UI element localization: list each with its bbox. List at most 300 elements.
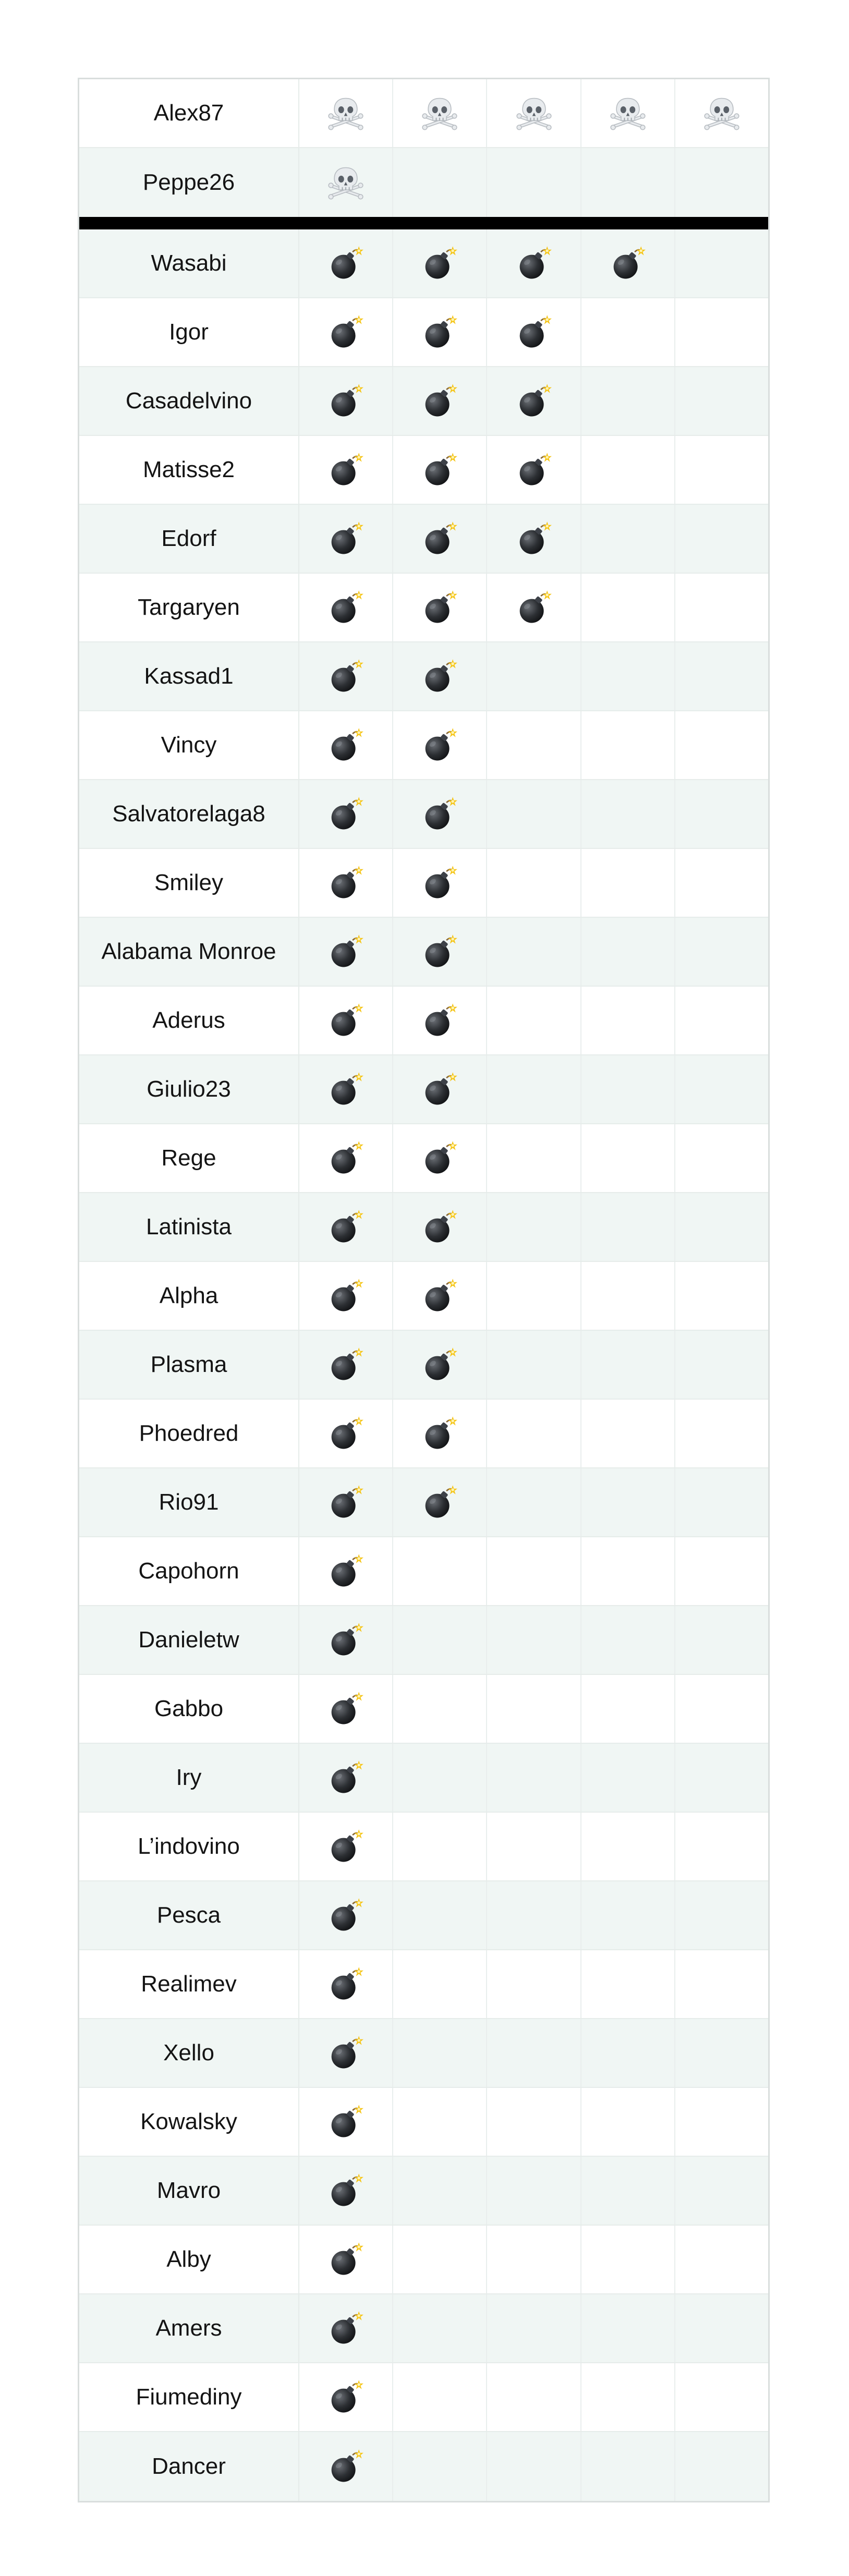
player-name: Targaryen (79, 574, 299, 641)
player-name: Edorf (79, 505, 299, 573)
icon-cell (299, 2432, 393, 2501)
icon-cell (581, 229, 675, 297)
icon-cell (581, 505, 675, 573)
player-row (79, 1537, 768, 1606)
icon-cell (299, 1813, 393, 1880)
player-name: Capohorn (79, 1537, 299, 1605)
bomb-icon (421, 1002, 458, 1039)
icon-cell (487, 298, 581, 366)
icon-cell (393, 2088, 487, 2156)
icon-cell (487, 987, 581, 1054)
player-name: Latinista (79, 1193, 299, 1261)
player-row (79, 1055, 768, 1124)
icon-cell (675, 298, 768, 366)
icon-cell (581, 367, 675, 435)
player-row (79, 1331, 768, 1400)
player-name: Alpha (79, 1262, 299, 1330)
bomb-icon (328, 2310, 364, 2347)
player-row (79, 2088, 768, 2157)
bomb-icon (516, 314, 552, 350)
bomb-icon (328, 245, 364, 282)
icon-cell (393, 1813, 487, 1880)
icon-cell (487, 79, 581, 147)
bomb-icon (516, 452, 552, 488)
player-name: Wasabi (79, 229, 299, 297)
player-name: Gabbo (79, 1675, 299, 1743)
bomb-icon (328, 865, 364, 901)
bomb-icon (421, 383, 458, 419)
icon-cell (581, 1675, 675, 1743)
icon-cell (299, 505, 393, 573)
icon-cell (487, 148, 581, 217)
player-row (79, 505, 768, 574)
icon-cell (487, 849, 581, 917)
icon-cell (581, 849, 675, 917)
icon-cell (675, 1813, 768, 1880)
bomb-icon (328, 2379, 364, 2415)
player-row (79, 849, 768, 918)
icon-cell (581, 711, 675, 779)
icon-cell (487, 1468, 581, 1536)
icon-cell (393, 918, 487, 986)
icon-cell (299, 1124, 393, 1192)
icon-cell (675, 148, 768, 217)
icon-cell (581, 1606, 675, 1674)
player-row (79, 2363, 768, 2432)
icon-cell (487, 1537, 581, 1605)
player-row (79, 1881, 768, 1950)
icon-cell (581, 2294, 675, 2362)
icon-cell (675, 711, 768, 779)
bomb-icon (328, 1897, 364, 1934)
icon-cell (675, 574, 768, 641)
icon-cell (581, 1124, 675, 1192)
icon-cell (581, 2226, 675, 2293)
player-row (79, 1193, 768, 1262)
icon-cell (299, 1537, 393, 1605)
player-row (79, 148, 768, 217)
icon-cell (487, 2088, 581, 2156)
icon-cell (581, 2088, 675, 2156)
icon-cell (581, 2363, 675, 2431)
icon-cell (299, 2294, 393, 2362)
bomb-icon (421, 1278, 458, 1314)
player-name: Danieletw (79, 1606, 299, 1674)
icon-cell (299, 849, 393, 917)
bomb-icon (328, 796, 364, 832)
bomb-icon (328, 1346, 364, 1383)
player-row (79, 1124, 768, 1193)
player-row (79, 2226, 768, 2294)
icon-cell (299, 1744, 393, 1812)
icon-cell (675, 1193, 768, 1261)
bomb-icon (516, 383, 552, 419)
top-section (79, 79, 768, 217)
icon-cell (675, 2019, 768, 2087)
bomb-icon (328, 383, 364, 419)
icon-cell (487, 1950, 581, 2018)
icon-cell (581, 1537, 675, 1605)
bomb-icon (516, 245, 552, 282)
icon-cell (299, 1675, 393, 1743)
icon-cell (393, 2019, 487, 2087)
player-name: Dancer (79, 2432, 299, 2501)
icon-cell (299, 711, 393, 779)
bomb-icon (421, 520, 458, 557)
icon-cell (487, 1675, 581, 1743)
icon-cell (581, 298, 675, 366)
icon-cell (393, 1055, 487, 1123)
player-name: Mavro (79, 2157, 299, 2225)
player-name: Rege (79, 1124, 299, 1192)
icon-cell (487, 1193, 581, 1261)
bomb-icon (421, 727, 458, 763)
icon-cell (581, 918, 675, 986)
icon-cell (675, 1124, 768, 1192)
icon-cell (393, 436, 487, 504)
icon-cell (675, 918, 768, 986)
player-name: Alby (79, 2226, 299, 2293)
section-separator (79, 217, 768, 229)
icon-cell (393, 1124, 487, 1192)
bomb-icon (421, 314, 458, 350)
player-name: Rio91 (79, 1468, 299, 1536)
player-name: Kowalsky (79, 2088, 299, 2156)
bomb-icon (328, 452, 364, 488)
icon-cell (487, 574, 581, 641)
icon-cell (487, 1881, 581, 1949)
skull-and-crossbones-icon (516, 95, 552, 131)
bomb-icon (421, 933, 458, 970)
icon-cell (675, 987, 768, 1054)
bomb-icon (421, 452, 458, 488)
player-row (79, 79, 768, 148)
icon-cell (487, 642, 581, 710)
bomb-icon (328, 520, 364, 557)
icon-cell (675, 367, 768, 435)
icon-cell (299, 2019, 393, 2087)
icon-cell (393, 1744, 487, 1812)
skull-and-crossbones-icon (421, 95, 458, 131)
icon-cell (581, 1468, 675, 1536)
icon-cell (393, 574, 487, 641)
player-name: Alabama Monroe (79, 918, 299, 986)
icon-cell (675, 1537, 768, 1605)
player-name: Giulio23 (79, 1055, 299, 1123)
player-row (79, 1950, 768, 2019)
icon-cell (393, 1537, 487, 1605)
icon-cell (487, 1813, 581, 1880)
player-row (79, 1468, 768, 1537)
bomb-icon (421, 1140, 458, 1176)
icon-cell (393, 2294, 487, 2362)
icon-cell (393, 849, 487, 917)
icon-cell (675, 1675, 768, 1743)
icon-cell (581, 1331, 675, 1399)
player-row (79, 2432, 768, 2501)
player-row (79, 780, 768, 849)
player-row (79, 229, 768, 298)
player-name: Iry (79, 1744, 299, 1812)
icon-cell (675, 436, 768, 504)
player-name: Smiley (79, 849, 299, 917)
skull-and-crossbones-icon (704, 95, 740, 131)
icon-cell (487, 1331, 581, 1399)
bomb-icon (328, 1553, 364, 1589)
icon-cell (393, 1881, 487, 1949)
bomb-icon (328, 1484, 364, 1521)
bomb-icon (328, 314, 364, 350)
player-name: Realimev (79, 1950, 299, 2018)
player-name: Casadelvino (79, 367, 299, 435)
player-row (79, 436, 768, 505)
icon-cell (487, 1606, 581, 1674)
bomb-icon (328, 1622, 364, 1658)
icon-cell (299, 1881, 393, 1949)
icon-cell (393, 711, 487, 779)
icon-cell (675, 229, 768, 297)
player-name: Pesca (79, 1881, 299, 1949)
bomb-icon (328, 1140, 364, 1176)
bomb-icon (328, 1071, 364, 1108)
player-name: Xello (79, 2019, 299, 2087)
icon-cell (393, 1262, 487, 1330)
bomb-icon (421, 1484, 458, 1521)
player-row (79, 574, 768, 642)
player-row (79, 2157, 768, 2226)
icon-cell (393, 987, 487, 1054)
player-name: Amers (79, 2294, 299, 2362)
icon-cell (487, 436, 581, 504)
player-row (79, 1606, 768, 1675)
player-name: Alex87 (79, 79, 299, 147)
bomb-icon (328, 2448, 364, 2485)
icon-cell (675, 1055, 768, 1123)
icon-cell (299, 148, 393, 217)
icon-cell (299, 987, 393, 1054)
icon-cell (581, 780, 675, 848)
player-name: Kassad1 (79, 642, 299, 710)
icon-cell (299, 1606, 393, 1674)
bomb-icon (328, 1002, 364, 1039)
player-name: Plasma (79, 1331, 299, 1399)
icon-cell (675, 1468, 768, 1536)
icon-cell (393, 1331, 487, 1399)
player-row (79, 1262, 768, 1331)
bomb-icon (328, 1966, 364, 2002)
icon-cell (299, 436, 393, 504)
icon-cell (393, 229, 487, 297)
player-name: Matisse2 (79, 436, 299, 504)
bomb-icon (328, 727, 364, 763)
icon-cell (487, 2294, 581, 2362)
bomb-icon (328, 1278, 364, 1314)
icon-cell (581, 1055, 675, 1123)
icon-cell (675, 1400, 768, 1467)
icon-cell (675, 780, 768, 848)
icon-cell (581, 2432, 675, 2501)
icon-cell (393, 1606, 487, 1674)
player-row (79, 2019, 768, 2088)
icon-cell (675, 2157, 768, 2225)
icon-cell (393, 298, 487, 366)
player-row (79, 1400, 768, 1468)
icon-cell (487, 780, 581, 848)
icon-cell (675, 1881, 768, 1949)
player-name: Salvatorelaga8 (79, 780, 299, 848)
player-row (79, 2294, 768, 2363)
icon-cell (299, 1468, 393, 1536)
player-name: Peppe26 (79, 148, 299, 217)
player-row (79, 918, 768, 987)
player-row (79, 298, 768, 367)
icon-cell (487, 2157, 581, 2225)
icon-cell (393, 2226, 487, 2293)
icon-cell (581, 574, 675, 641)
skull-and-crossbones-icon (610, 95, 646, 131)
bomb-icon (421, 658, 458, 695)
bomb-icon (328, 1209, 364, 1245)
icon-cell (581, 1950, 675, 2018)
player-row (79, 642, 768, 711)
icon-cell (299, 1950, 393, 2018)
bomb-icon (328, 658, 364, 695)
icon-cell (299, 1055, 393, 1123)
bomb-icon (421, 796, 458, 832)
bomb-icon (421, 1209, 458, 1245)
icon-cell (393, 2432, 487, 2501)
bottom-section (79, 229, 768, 2501)
icon-cell (487, 711, 581, 779)
icon-cell (299, 642, 393, 710)
icon-cell (581, 2019, 675, 2087)
icon-cell (581, 1813, 675, 1880)
icon-cell (299, 2157, 393, 2225)
icon-cell (487, 2432, 581, 2501)
icon-cell (299, 1262, 393, 1330)
bomb-icon (516, 589, 552, 626)
icon-cell (393, 780, 487, 848)
icon-cell (487, 1744, 581, 1812)
icon-cell (393, 2157, 487, 2225)
icon-cell (393, 1400, 487, 1467)
icon-cell (393, 1193, 487, 1261)
icon-cell (487, 505, 581, 573)
icon-cell (675, 1950, 768, 2018)
player-row (79, 987, 768, 1055)
bomb-icon (328, 2241, 364, 2278)
icon-cell (299, 1400, 393, 1467)
bomb-icon (328, 1691, 364, 1727)
icon-cell (393, 2363, 487, 2431)
icon-cell (487, 2363, 581, 2431)
icon-cell (393, 1675, 487, 1743)
icon-cell (581, 436, 675, 504)
icon-cell (675, 1606, 768, 1674)
icon-cell (487, 1400, 581, 1467)
icon-cell (581, 1193, 675, 1261)
icon-cell (675, 2432, 768, 2501)
icon-cell (581, 2157, 675, 2225)
icon-cell (581, 1262, 675, 1330)
bomb-icon (328, 1828, 364, 1865)
skull-and-crossbones-icon (328, 164, 364, 201)
icon-cell (299, 2088, 393, 2156)
icon-cell (581, 1400, 675, 1467)
player-row (79, 1813, 768, 1881)
bomb-icon (421, 1071, 458, 1108)
icon-cell (675, 2363, 768, 2431)
icon-cell (675, 1331, 768, 1399)
player-row (79, 1675, 768, 1744)
icon-cell (675, 1262, 768, 1330)
icon-cell (675, 2088, 768, 2156)
bomb-icon (328, 2104, 364, 2140)
icon-cell (487, 2019, 581, 2087)
bomb-icon (610, 245, 646, 282)
icon-cell (581, 1744, 675, 1812)
player-name: Igor (79, 298, 299, 366)
icon-cell (299, 1331, 393, 1399)
bomb-icon (328, 1415, 364, 1452)
player-table (78, 78, 770, 2502)
bomb-icon (516, 520, 552, 557)
icon-cell (675, 79, 768, 147)
icon-cell (675, 2226, 768, 2293)
icon-cell (487, 1055, 581, 1123)
icon-cell (299, 780, 393, 848)
icon-cell (675, 849, 768, 917)
bomb-icon (328, 1759, 364, 1796)
icon-cell (487, 1262, 581, 1330)
icon-cell (299, 298, 393, 366)
icon-cell (393, 1468, 487, 1536)
icon-cell (581, 642, 675, 710)
icon-cell (299, 2363, 393, 2431)
icon-cell (393, 148, 487, 217)
icon-cell (487, 367, 581, 435)
bomb-icon (328, 2172, 364, 2209)
icon-cell (487, 1124, 581, 1192)
icon-cell (675, 2294, 768, 2362)
bomb-icon (328, 589, 364, 626)
player-row (79, 1744, 768, 1813)
player-name: Vincy (79, 711, 299, 779)
icon-cell (299, 574, 393, 641)
icon-cell (581, 987, 675, 1054)
icon-cell (487, 2226, 581, 2293)
player-name: Phoedred (79, 1400, 299, 1467)
player-name: Fiumediny (79, 2363, 299, 2431)
player-row (79, 711, 768, 780)
icon-cell (487, 229, 581, 297)
player-row (79, 367, 768, 436)
icon-cell (299, 229, 393, 297)
bomb-icon (421, 1415, 458, 1452)
icon-cell (299, 1193, 393, 1261)
icon-cell (299, 79, 393, 147)
player-name: L’indovino (79, 1813, 299, 1880)
bomb-icon (421, 245, 458, 282)
icon-cell (675, 642, 768, 710)
bomb-icon (328, 2035, 364, 2071)
icon-cell (299, 2226, 393, 2293)
skull-and-crossbones-icon (328, 95, 364, 131)
icon-cell (393, 79, 487, 147)
icon-cell (581, 148, 675, 217)
icon-cell (675, 1744, 768, 1812)
bomb-icon (421, 865, 458, 901)
